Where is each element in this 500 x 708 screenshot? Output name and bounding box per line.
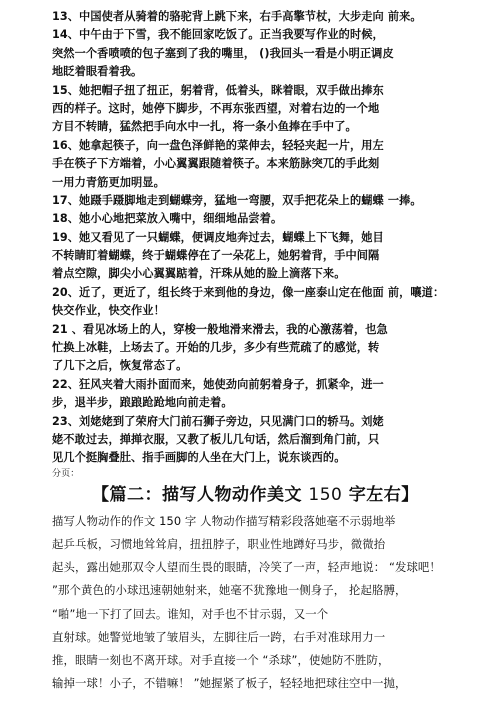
text-line: 地眨着眼看着我。 [52,65,143,79]
text-line: “啪”地一下打了回去。谁知，对手也不甘示弱，又一个 [52,606,329,621]
text-line: 忙换上冰鞋，上场去了。开始的几步，多少有些荒疏了的感觉，转 [52,341,380,355]
text-line: 了几下之后，恢复常态了。 [52,359,188,373]
text-line: 14、中午由于下雪，我不能回家吃饭了。正当我要写作业的时候， [52,28,384,42]
text-line: 起乒乓板，习惯地耸耸肩，扭扭脖子，职业性地蹲好马步，微微抬 [52,536,386,551]
paragraph-block-examples [52,8,500,468]
heading-right: 字左右】 [342,484,419,505]
text-line: 16、她拿起筷子，向一盘色泽鲜艳的菜伸去，轻轻夹起一片，用左 [52,138,384,152]
text-line: 描写人物动作的作文 150 字 人物动作描写精彩段落她毫不示弱地举 [52,513,396,528]
text-line: 突然一个香喷喷的包子塞到了我的嘴里， ()我回头一看是小明正调皮 [52,46,394,60]
text-line: 着点空隙，脚尖小心翼翼踮着，汗珠从她的脸上滴落下来。 [52,267,346,281]
text-line: 姥不敢过去，掸掸衣服，又教了板儿几句话，然后溜到角门前，只 [52,432,380,446]
text-line: 方目不转睛，猛然把手向水中一扎，将一条小鱼捧在手中了。 [52,120,357,134]
page-separator: 分页： [52,468,80,479]
heading-number: 150 [308,484,343,505]
text-line: 一用力青筋更加明显。 [52,175,165,189]
text-line: 起头，露出她那双令人望而生畏的眼睛，冷笑了一声，轻声地说： “发球吧！ [52,560,441,575]
text-line: 13、中国使者从骑着的骆驼背上跳下来，右手高擎节杖，大步走向 前来。 [52,10,422,23]
text-line: 输掉一球！小子，不错嘛！ ”她握紧了板子，轻轻地把球往空中一抛， [52,676,407,691]
text-line: 15、她把帽子扭了扭正，躬着背，低着头，眯着眼，双手做出捧东 [52,83,384,97]
text-line: 20、近了，更近了，组长终于来到他的身边，像一座泰山定在他面 前，嚷道： [52,285,445,299]
text-line: 见几个挺胸叠肚、指手画脚的人坐在大门上，说东谈西的。 [52,451,346,465]
text-line: 19、她又看见了一只蝴蝶，便调皮地奔过去，蝴蝶上下飞舞，她目 [52,230,384,244]
text-line: 直射球。她警觉地皱了皱眉头，左脚往后一跨，右手对准球用力一 [52,629,386,644]
section-heading [92,482,500,508]
text-line: 推，眼睛一刻也不离开球。对手直接一个 “杀球”，使她防不胜防， [52,652,390,667]
text-line: 22、狂风夹着大雨扑面而来，她使劲向前躬着身子，抓紧伞，进一 [52,377,384,391]
text-line: 步，退半步，踉踉跄跄地向前走着。 [52,396,233,410]
paragraph-block-article [52,510,500,696]
text-line: 18、她小心地把菜放入嘴中，细细地品尝着。 [52,212,283,226]
text-line: ”那个黄色的小球迅速朝她射来，她毫不犹豫地一侧身子， 抡起胳膊， [52,583,407,598]
text-line: 西的样子。这时，她停下脚步，不再东张西望，对着右边的一个地 [52,101,380,115]
text-line: 手在筷子下方端着，小心翼翼跟随着筷子。本来筋脉突兀的手此刻 [52,157,380,171]
text-line: 不转睛盯着蝴蝶，终于蝴蝶停在了一朵花上，她躬着背，手中间隔 [52,249,380,263]
text-line: 21 、看见冰场上的人，穿梭一般地滑来滑去，我的心激荡着，也急 [52,322,388,336]
heading-left: 【篇二：描写人物动作美文 [92,484,309,505]
text-line: 23、刘姥姥到了荣府大门前石狮子旁边，只见满门口的轿马。刘姥 [52,414,384,428]
text-line: 快交作业，快交作业！ [52,304,165,318]
text-line: 17、她蹑手蹑脚地走到蝴蝶旁，猛地一弯腰，双手把花朵上的蝴蝶 一捧。 [52,193,422,207]
